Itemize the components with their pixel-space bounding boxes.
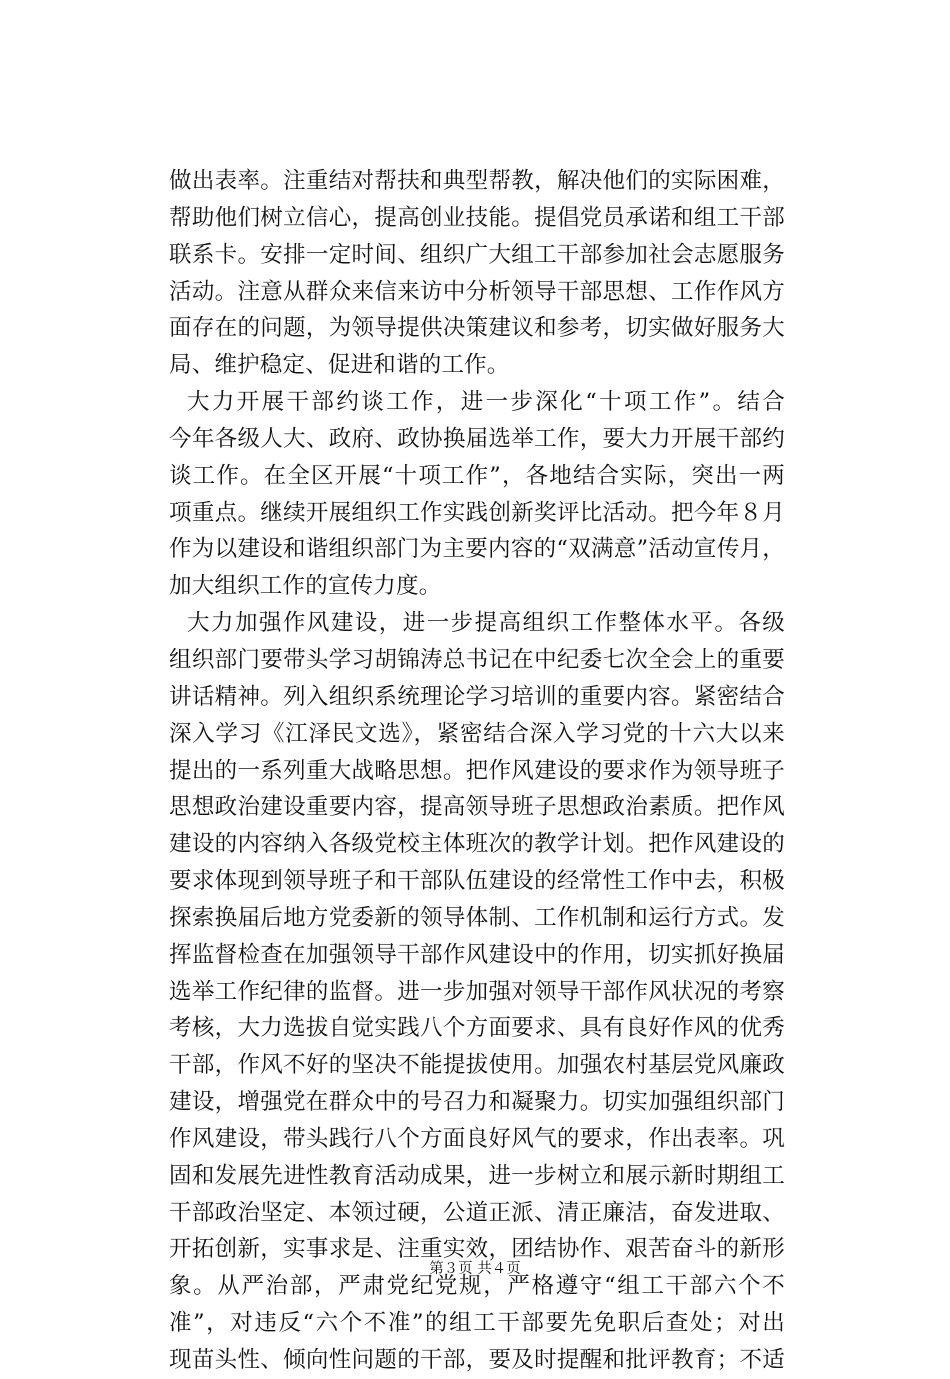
text-line: 建设，增强党在群众中的号召力和凝聚力。切实加强组织部门 <box>169 1089 785 1116</box>
text-line: 大力开展干部约谈工作，进一步深化“十项工作”。结合 <box>187 389 785 416</box>
text-line: 干部，作风不好的坚决不能提拔使用。加强农村基层党风廉政 <box>169 1052 785 1079</box>
text-line: 活动。注意从群众来信来访中分析领导干部思想、工作作风方 <box>169 278 785 305</box>
text-line: 挥监督检查在加强领导干部作风建设中的作用，切实抓好换届 <box>169 941 785 968</box>
text-line: 要求体现到领导班子和干部队伍建设的经常性工作中去，积极 <box>169 868 785 895</box>
text-line: 开拓创新，实事求是、注重实效，团结协作、艰苦奋斗的新形 <box>169 1236 785 1263</box>
text-line: 固和发展先进性教育活动成果，进一步树立和展示新时期组工 <box>169 1162 785 1189</box>
text-line: 干部政治坚定、本领过硬，公道正派、清正廉洁，奋发进取、 <box>169 1199 785 1226</box>
text-line: 今年各级人大、政府、政协换届选举工作，要大力开展干部约 <box>169 425 785 452</box>
text-line: 象。从严治部，严肃党纪党规，严格遵守“组工干部六个不 <box>169 1273 785 1300</box>
text-line: 面存在的问题，为领导提供决策建议和参考，切实做好服务大 <box>169 315 785 342</box>
text-line: 思想政治建设重要内容，提高领导班子思想政治素质。把作风 <box>169 794 785 821</box>
text-line: 组织部门要带头学习胡锦涛总书记在中纪委七次全会上的重要 <box>169 646 785 673</box>
text-line: 考核，大力选拔自觉实践八个方面要求、具有良好作风的优秀 <box>169 1015 785 1042</box>
text-line: 深入学习《江泽民文选》，紧密结合深入学习党的十六大以来 <box>169 720 785 747</box>
text-line: 讲话精神。列入组织系统理论学习培训的重要内容。紧密结合 <box>169 683 785 710</box>
text-line: 大力加强作风建设，进一步提高组织工作整体水平。各级 <box>187 610 785 637</box>
text-line: 联系卡。安排一定时间、组织广大组工干部参加社会志愿服务 <box>169 241 785 268</box>
text-line: 选举工作纪律的监督。进一步加强对领导干部作风状况的考察 <box>169 978 785 1005</box>
text-line: 提出的一系列重大战略思想。把作风建设的要求作为领导班子 <box>169 757 785 784</box>
text-line: 谈工作。在全区开展“十项工作”，各地结合实际，突出一两 <box>169 462 785 489</box>
text-line: 加大组织工作的宣传力度。 <box>169 573 442 600</box>
text-line: 现苗头性、倾向性问题的干部，要及时提醒和批评教育；不适 <box>169 1347 785 1373</box>
text-line: 作为以建设和谐组织部门为主要内容的“双满意”活动宣传月， <box>169 536 785 563</box>
text-line: 作风建设，带头践行八个方面良好风气的要求，作出表率。巩 <box>169 1125 785 1152</box>
text-line: 项重点。继续开展组织工作实践创新奖评比活动。把今年８月 <box>169 499 785 526</box>
page-footer: 第３页 共４页 <box>429 1261 521 1277</box>
text-line: 做出表率。注重结对帮扶和典型帮教，解决他们的实际困难， <box>169 168 785 194</box>
body-text <box>169 163 785 1379</box>
text-line: 局、维护稳定、促进和谐的工作。 <box>169 352 510 379</box>
text-line: 帮助他们树立信心，提高创业技能。提倡党员承诺和组工干部 <box>169 204 785 231</box>
text-line: 准”，对违反“六个不准”的组工干部要先免职后查处；对出 <box>169 1310 785 1337</box>
text-line: 建设的内容纳入各级党校主体班次的教学计划。把作风建设的 <box>169 831 785 858</box>
text-line: 探索换届后地方党委新的领导体制、工作机制和运行方式。发 <box>169 904 785 931</box>
